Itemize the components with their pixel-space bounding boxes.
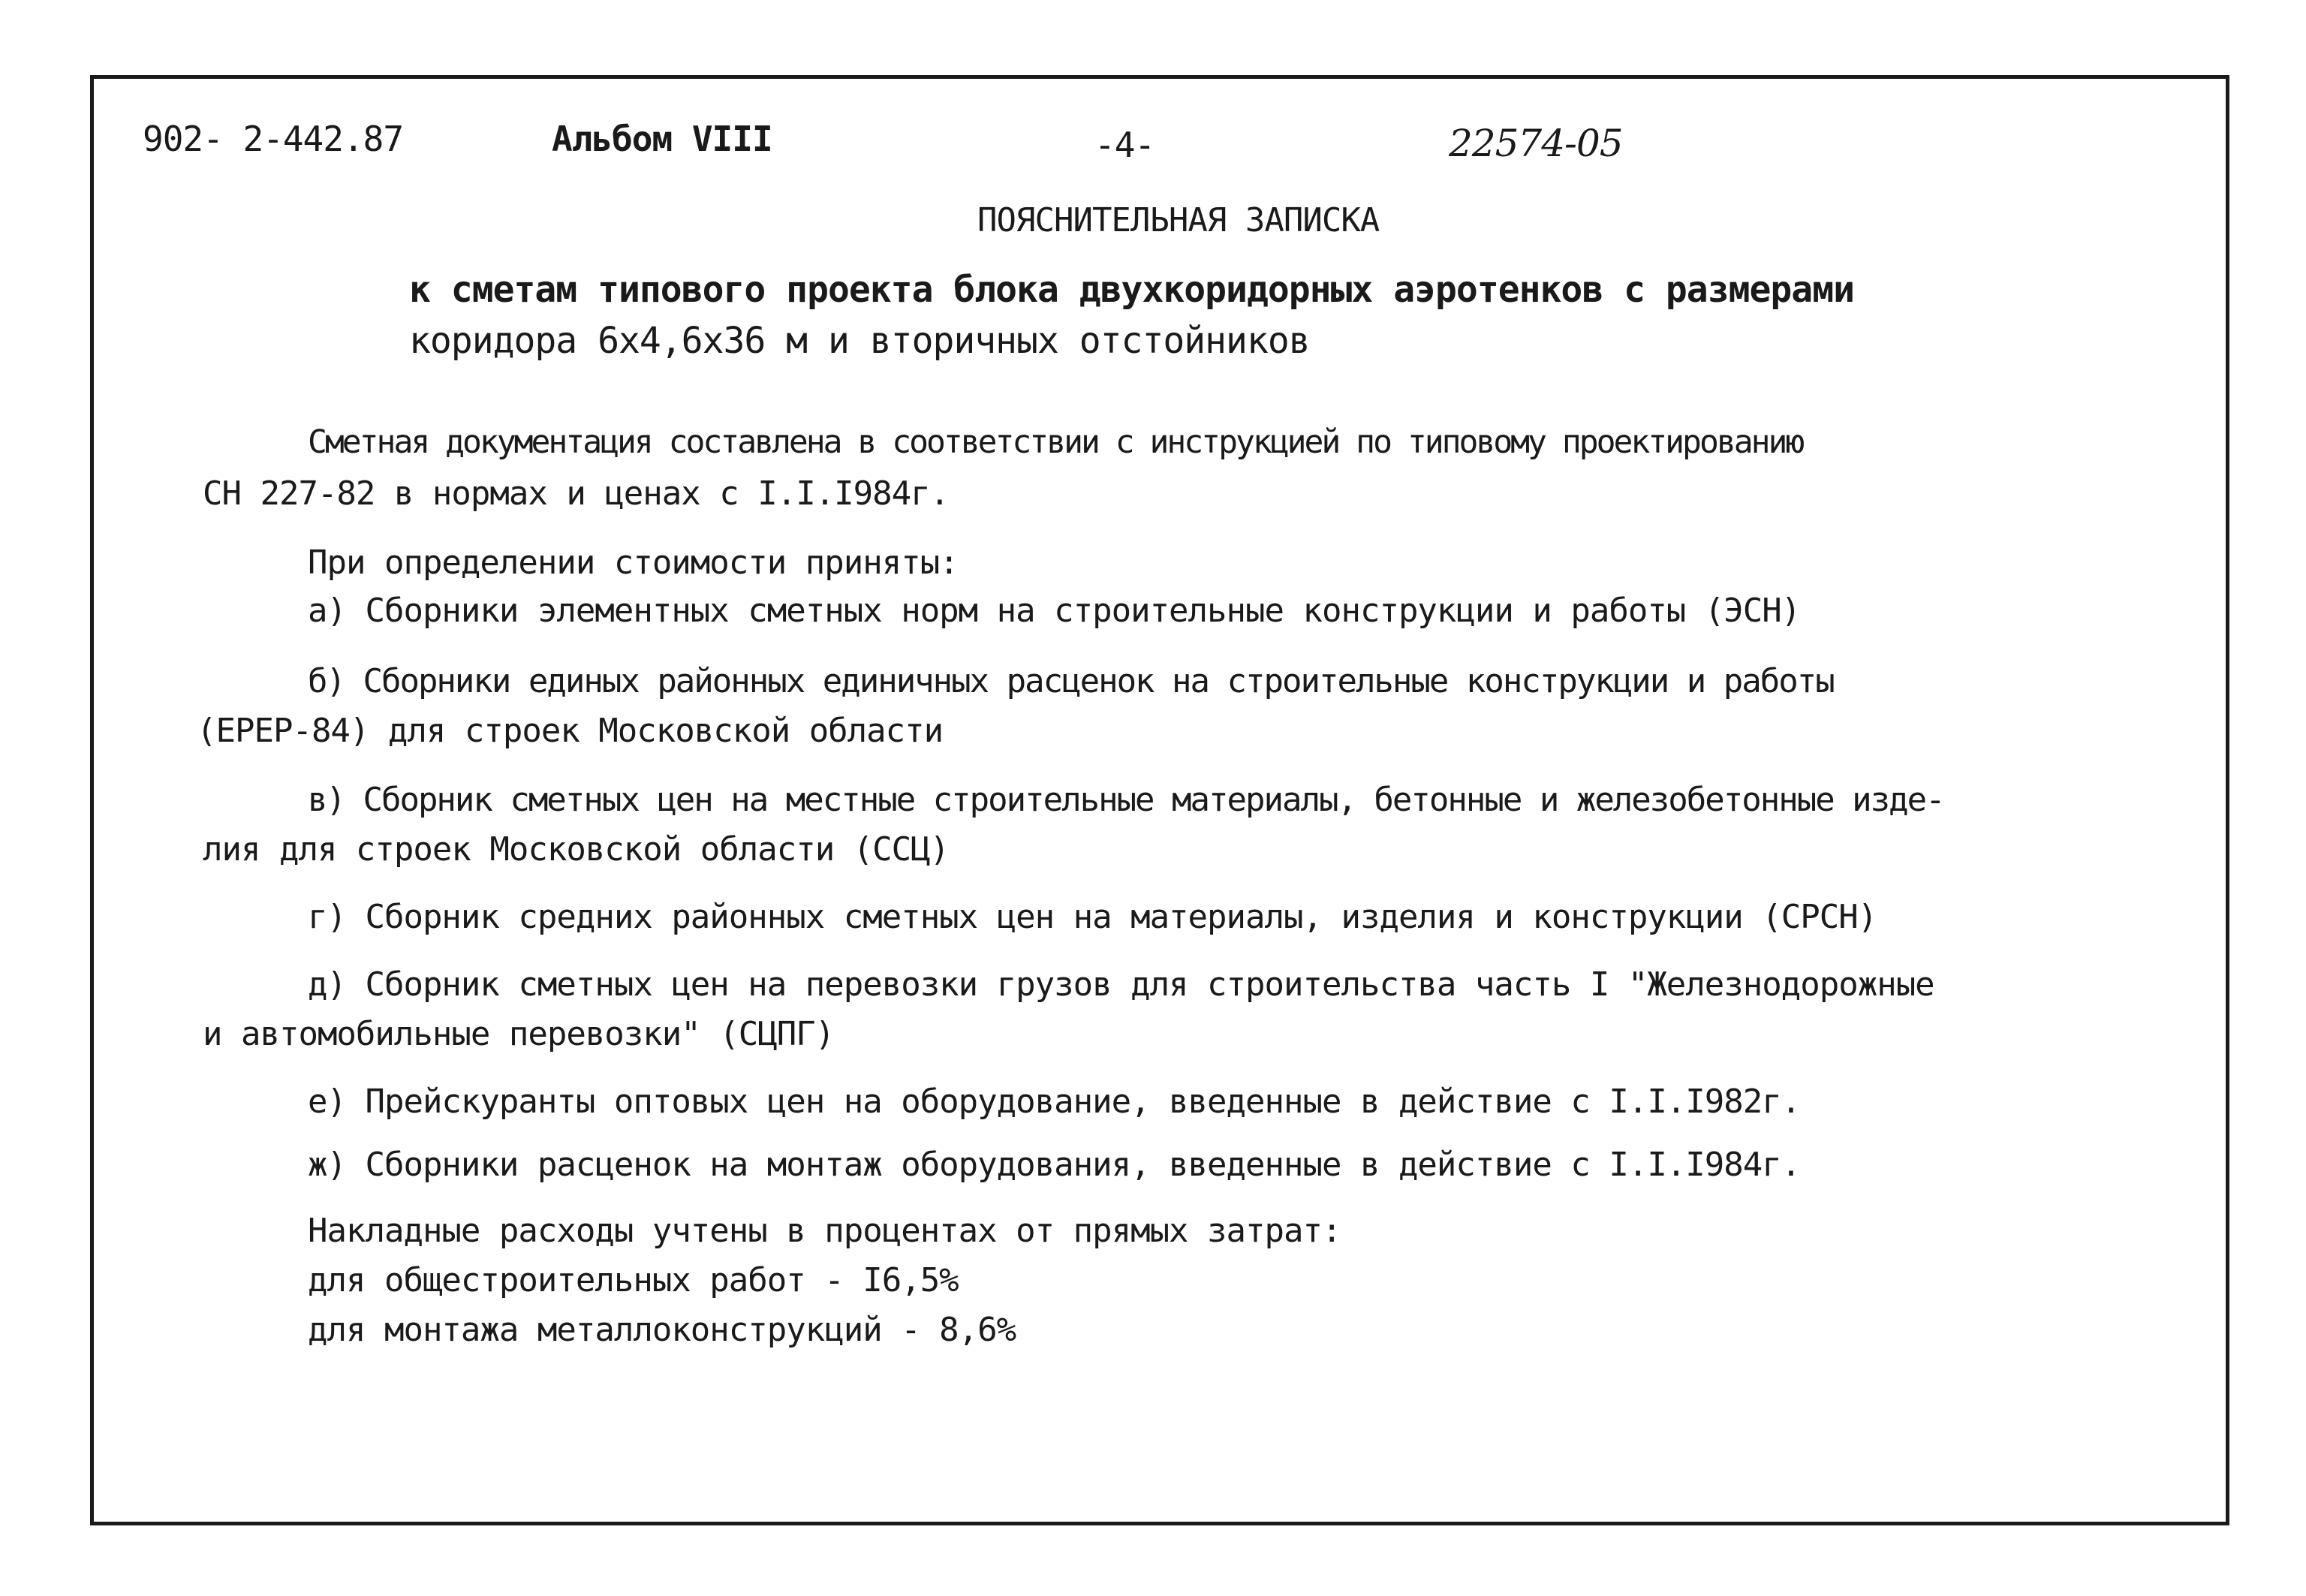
- item-g: г) Сборник средних районных сметных цен на материалы, изделия и конструкции (СРСН): [308, 898, 1877, 936]
- item-d-line-1: д) Сборник сметных цен на перевозки грузов для строительства часть I "Железнодорожные: [308, 965, 1934, 1004]
- item-zh: ж) Сборники расценок на монтаж оборудования, введенные в действие с I.I.I984г.: [308, 1146, 1801, 1184]
- item-b-line-2: (ЕРЕР-84) для строек Московской области: [197, 712, 944, 750]
- item-d-line-2: и автомобильные перевозки" (СЦПГ): [203, 1015, 835, 1053]
- item-v-line-2: лия для строек Московской области (ССЦ): [203, 830, 950, 869]
- inventory-number: 22574-05: [1449, 122, 1623, 165]
- costs-intro: При определении стоимости приняты:: [308, 544, 959, 582]
- item-v-line-1: в) Сборник сметных цен на местные строительные материалы, бетонные и железобетонные изде-: [308, 781, 1944, 819]
- subtitle-line-2: коридора 6х4,6х36 м и вторичных отстойников: [409, 320, 1310, 362]
- overhead-metal: для монтажа металлоконструкций - 8,6%: [308, 1311, 1016, 1349]
- item-a: а) Сборники элементных сметных норм на строительные конструкции и работы (ЭСН): [308, 592, 1801, 630]
- page-number: -4-: [1094, 125, 1155, 165]
- doc-code: 902- 2-442.87: [143, 119, 404, 159]
- intro-line-1: Сметная документация составлена в соответствии с инструкцией по типовому проектированию: [308, 423, 1803, 461]
- album-label: Альбом VIII: [552, 119, 772, 159]
- item-b-line-1: б) Сборники единых районных единичных расценок на строительные конструкции и работы: [308, 662, 1834, 700]
- item-e: е) Прейскуранты оптовых цен на оборудование, введенные в действие с I.I.I982г.: [308, 1083, 1801, 1121]
- overhead-general: для общестроительных работ - I6,5%: [308, 1261, 959, 1299]
- document-title: ПОЯСНИТЕЛЬНАЯ ЗАПИСКА: [977, 201, 1380, 239]
- intro-line-2: СН 227-82 в нормах и ценах с I.I.I984г.: [203, 474, 950, 513]
- overhead-intro: Накладные расходы учтены в процентах от прямых затрат:: [308, 1212, 1341, 1250]
- subtitle-line-1: к сметам типового проекта блока двухкоридорных аэротенков с размерами: [409, 269, 1854, 311]
